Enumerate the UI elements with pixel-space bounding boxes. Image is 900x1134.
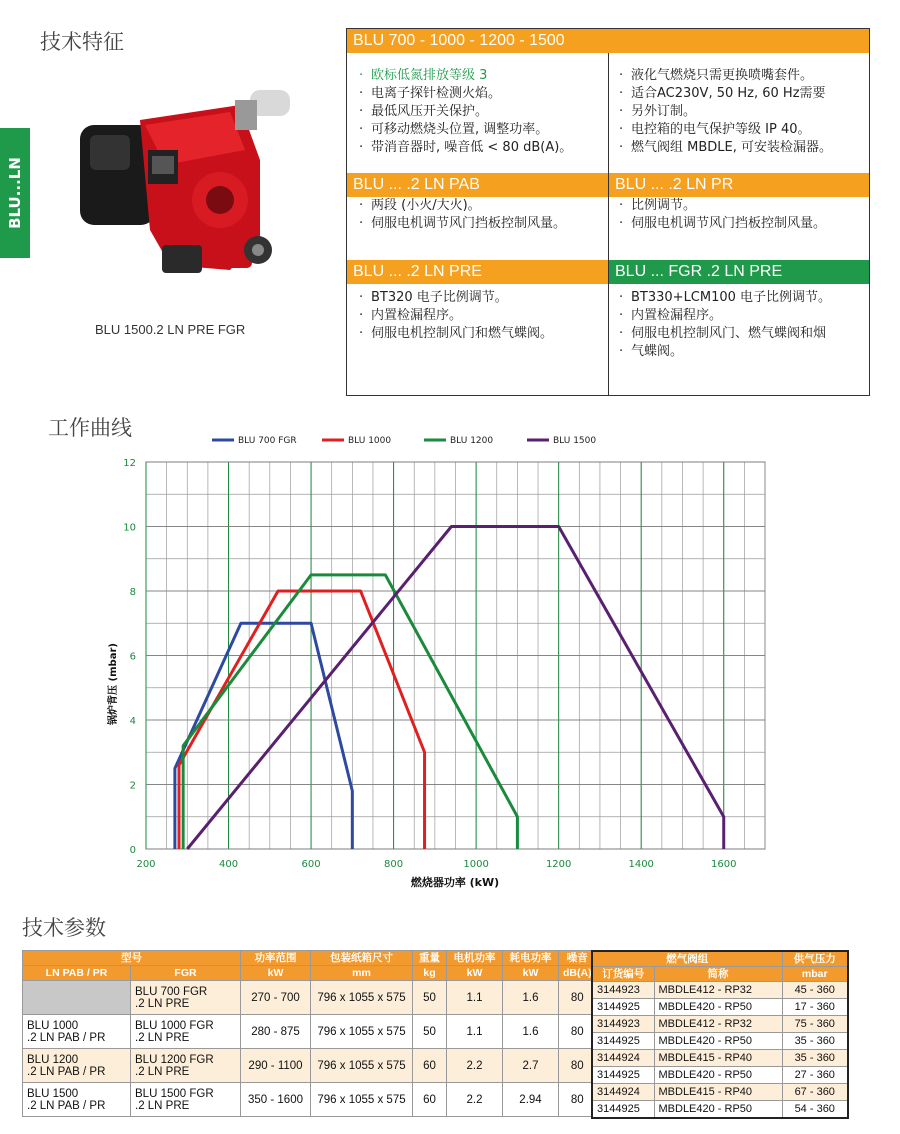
box-size: 796 x 1055 x 575 [311, 1049, 413, 1083]
feature-item: · 欧标低氮排放等级 3 [355, 67, 610, 85]
weight: 50 [413, 981, 447, 1015]
model-fgr: BLU 1200 FGR .2 LN PRE [131, 1049, 241, 1083]
valve-abbr: MBDLE420 - RP50 [654, 1033, 782, 1050]
features-left-list [355, 67, 610, 157]
feature-item: · 伺服电机控制风门和燃气蝶阀。 [355, 325, 610, 343]
feature-item-cont: · 气蝶阀。 [615, 343, 870, 361]
x-tick-label: 200 [136, 859, 156, 870]
th-unit: mm [311, 966, 413, 981]
model-pab: BLU 1200 .2 LN PAB / PR [23, 1049, 131, 1083]
features-table [346, 28, 870, 396]
th-fgr: FGR [131, 966, 241, 981]
y-tick-label: 4 [129, 716, 136, 727]
model-pab [23, 981, 131, 1015]
order-number: 3144925 [592, 1101, 654, 1118]
order-number: 3144924 [592, 1084, 654, 1101]
weight: 50 [413, 1015, 447, 1049]
y-tick-label: 6 [129, 651, 136, 663]
th-supply: 供气压力 [782, 951, 848, 967]
valve-row [592, 1050, 848, 1067]
table-row [23, 1015, 597, 1049]
supply-pressure: 75 - 360 [782, 1016, 848, 1033]
order-number: 3144925 [592, 999, 654, 1016]
model-fgr: BLU 1000 FGR .2 LN PRE [131, 1015, 241, 1049]
x-tick-label: 1000 [463, 859, 489, 870]
fgr-header: BLU ... FGR .2 LN PRE [609, 260, 869, 284]
burner-caption: BLU 1500.2 LN PRE FGR [95, 322, 246, 337]
y-tick-label: 2 [129, 780, 136, 792]
fgr-list [615, 289, 870, 361]
valve-abbr: MBDLE415 - RP40 [654, 1084, 782, 1101]
th-power: 功率范围 [241, 951, 311, 966]
valve-row [592, 1084, 848, 1101]
order-number: 3144925 [592, 1033, 654, 1050]
th-abbr: 简称 [654, 967, 782, 982]
noise: 80 [559, 1083, 597, 1117]
pab-header: BLU ... .2 LN PAB [347, 173, 608, 197]
supply-pressure: 17 - 360 [782, 999, 848, 1016]
side-tab [0, 128, 30, 258]
params-title: 技术参数 [22, 916, 106, 940]
th-unit: kW [447, 966, 503, 981]
th-pab: LN PAB / PR [23, 966, 131, 981]
table-row [23, 1049, 597, 1083]
th-unit: dB(A) [559, 966, 597, 981]
motor-power: 1.1 [447, 981, 503, 1015]
consumption: 2.7 [503, 1049, 559, 1083]
weight: 60 [413, 1049, 447, 1083]
box-size: 796 x 1055 x 575 [311, 1015, 413, 1049]
y-tick-label: 8 [129, 587, 136, 598]
y-tick-label: 10 [123, 522, 136, 534]
feature-item: · 比例调节。 [615, 197, 870, 215]
x-tick-label: 1600 [711, 859, 737, 870]
order-number: 3144925 [592, 1067, 654, 1084]
order-number: 3144924 [592, 1050, 654, 1067]
feature-item: · 伺服电机调节风门挡板控制风量。 [615, 215, 870, 233]
th-weight: 重量 [413, 951, 447, 966]
th-unit: kW [241, 966, 311, 981]
supply-pressure: 67 - 360 [782, 1084, 848, 1101]
power-range: 350 - 1600 [241, 1083, 311, 1117]
power-range: 280 - 875 [241, 1015, 311, 1049]
th-noise: 噪音 [559, 951, 597, 966]
x-tick-label: 600 [301, 859, 321, 870]
power-range: 270 - 700 [241, 981, 311, 1015]
th-unit: kg [413, 966, 447, 981]
feature-item: · 带消音器时, 噪音低 < 80 dB(A)。 [355, 139, 610, 157]
th-order: 订货编号 [592, 967, 654, 982]
model-fgr: BLU 700 FGR .2 LN PRE [131, 981, 241, 1015]
consumption: 2.94 [503, 1083, 559, 1117]
order-number: 3144923 [592, 982, 654, 999]
consumption: 1.6 [503, 1015, 559, 1049]
feature-item: · 电控箱的电气保护等级 IP 40。 [615, 121, 870, 139]
th-motor: 电机功率 [447, 951, 503, 966]
pre-list [355, 289, 610, 343]
table-row [23, 981, 597, 1015]
model-pab: BLU 1000 .2 LN PAB / PR [23, 1015, 131, 1049]
valve-abbr: MBDLE412 - RP32 [654, 982, 782, 999]
box-size: 796 x 1055 x 575 [311, 1083, 413, 1117]
feature-item: · 两段 (小火/大火)。 [355, 197, 610, 215]
x-tick-label: 800 [384, 859, 404, 870]
valve-row [592, 1101, 848, 1118]
table-row [23, 1083, 597, 1117]
consumption: 1.6 [503, 981, 559, 1015]
pr-list [615, 197, 870, 233]
supply-pressure: 35 - 360 [782, 1050, 848, 1067]
motor-power: 2.2 [447, 1083, 503, 1117]
feature-item: · BT330+LCM100 电子比例调节。 [615, 289, 870, 307]
y-axis-label: 锅炉背压 (mbar) [108, 643, 119, 725]
legend-label: BLU 700 FGR [238, 436, 297, 446]
legend-label: BLU 1000 [348, 436, 392, 446]
th-unit: kW [503, 966, 559, 981]
x-axis-label: 燃烧器功率 (kW) [410, 876, 500, 889]
model-fgr: BLU 1500 FGR .2 LN PRE [131, 1083, 241, 1117]
th-model: 型号 [23, 951, 241, 966]
feature-item: · BT320 电子比例调节。 [355, 289, 610, 307]
feature-item: · 伺服电机调节风门挡板控制风量。 [355, 215, 610, 233]
order-number: 3144923 [592, 1016, 654, 1033]
noise: 80 [559, 981, 597, 1015]
feature-item: · 适合AC230V, 50 Hz, 60 Hz需要 [615, 85, 870, 103]
noise: 80 [559, 1015, 597, 1049]
feature-item: · 可移动燃烧头位置, 调整功率。 [355, 121, 610, 139]
th-mbar: mbar [782, 967, 848, 982]
valve-row [592, 1016, 848, 1033]
valve-abbr: MBDLE415 - RP40 [654, 1050, 782, 1067]
legend-label: BLU 1500 [553, 436, 597, 446]
feature-item-cont: · 另外订制。 [615, 103, 870, 121]
curve-title: 工作曲线 [48, 416, 132, 440]
side-tab-label: BLU...LN [6, 157, 24, 229]
supply-pressure: 35 - 360 [782, 1033, 848, 1050]
th-valve: 燃气阀组 [592, 951, 782, 967]
features-right-list [615, 67, 870, 157]
feature-item: · 电离子探针检测火焰。 [355, 85, 610, 103]
feature-item: · 内置检漏程序。 [355, 307, 610, 325]
motor-power: 1.1 [447, 1015, 503, 1049]
pr-header: BLU ... .2 LN PR [609, 173, 869, 197]
feature-item: · 液化气燃烧只需更换喷嘴套件。 [615, 67, 870, 85]
features-main-header: BLU 700 - 1000 - 1200 - 1500 [347, 29, 869, 53]
feature-item: · 伺服电机控制风门、燃气蝶阀和烟 [615, 325, 870, 343]
features-title: 技术特征 [40, 30, 124, 54]
noise: 80 [559, 1049, 597, 1083]
supply-pressure: 45 - 360 [782, 982, 848, 999]
motor-power: 2.2 [447, 1049, 503, 1083]
x-tick-label: 1200 [545, 859, 572, 870]
th-cons: 耗电功率 [503, 951, 559, 966]
valve-row [592, 999, 848, 1016]
weight: 60 [413, 1083, 447, 1117]
valve-row [592, 982, 848, 999]
valve-abbr: MBDLE420 - RP50 [654, 1101, 782, 1118]
supply-pressure: 27 - 360 [782, 1067, 848, 1084]
valve-abbr: MBDLE420 - RP50 [654, 1067, 782, 1084]
pab-list [355, 197, 610, 233]
box-size: 796 x 1055 x 575 [311, 981, 413, 1015]
chart-legend [212, 436, 596, 446]
y-tick-label: 12 [123, 458, 136, 469]
feature-item: · 内置检漏程序。 [615, 307, 870, 325]
valve-row [592, 1067, 848, 1084]
gas-valve-table [591, 950, 849, 1119]
supply-pressure: 54 - 360 [782, 1101, 848, 1118]
valve-row [592, 1033, 848, 1050]
x-tick-label: 400 [218, 859, 239, 870]
x-tick-label: 1400 [628, 859, 654, 870]
valve-abbr: MBDLE412 - RP32 [654, 1016, 782, 1033]
valve-abbr: MBDLE420 - RP50 [654, 999, 782, 1016]
operating-curve-chart [100, 428, 800, 898]
model-pab: BLU 1500 .2 LN PAB / PR [23, 1083, 131, 1117]
power-range: 290 - 1100 [241, 1049, 311, 1083]
column-divider [608, 53, 609, 395]
spec-table [22, 950, 597, 1117]
th-box: 包装纸箱尺寸 [311, 951, 413, 966]
feature-item: · 最低风压开关保护。 [355, 103, 610, 121]
legend-label: BLU 1200 [450, 436, 494, 446]
chart-grid [146, 462, 765, 849]
burner-illustration [70, 80, 310, 300]
feature-item: · 燃气阀组 MBDLE, 可安装检漏器。 [615, 139, 870, 157]
pre-header: BLU ... .2 LN PRE [347, 260, 608, 284]
y-tick-label: 0 [129, 845, 136, 856]
